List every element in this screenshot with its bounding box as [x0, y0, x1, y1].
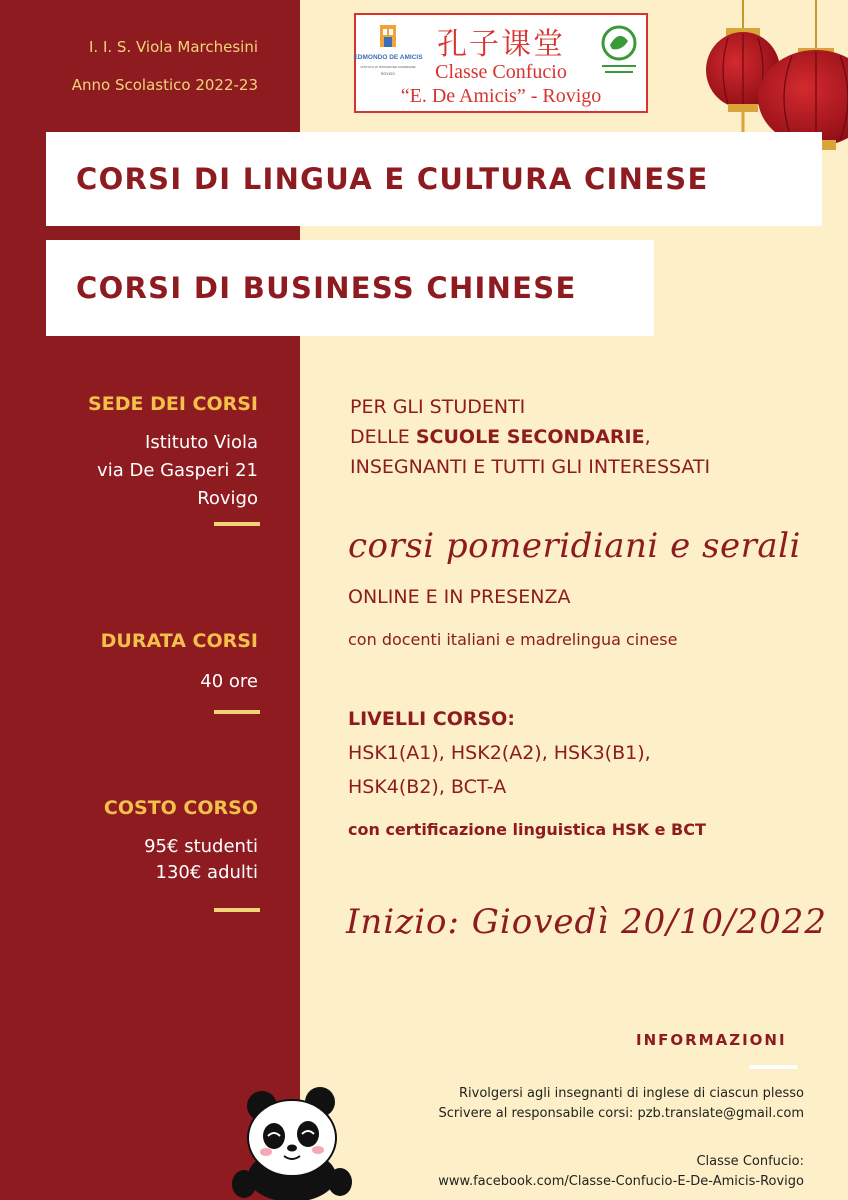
cost-divider: [214, 908, 260, 912]
target-audience: [350, 392, 710, 482]
cost-adults: 130€ adulti: [155, 862, 258, 883]
venue-divider: [214, 522, 260, 526]
confucius-institute-emblem-icon: [598, 23, 640, 83]
venue-heading: SEDE DEI CORSI: [88, 393, 258, 415]
venue-line-2: via De Gasperi 21: [97, 460, 258, 481]
audience-line-2: [350, 422, 710, 452]
certification-note: con certificazione linguistica HSK e BCT: [348, 820, 706, 839]
audience-line-1: PER GLI STUDENTI: [350, 396, 526, 418]
info-heading: INFORMAZIONI: [636, 1031, 787, 1049]
cost-students: 95€ studenti: [144, 836, 258, 857]
panda-icon: [232, 1086, 352, 1200]
levels-line-2: HSK4(B2), BCT-A: [348, 776, 507, 798]
emblem-name: EDMONDO DE AMICIS: [353, 54, 423, 61]
levels-heading: LIVELLI CORSO:: [348, 708, 515, 730]
start-date: Inizio: Giovedì 20/10/2022: [346, 902, 827, 942]
info-line-teachers: Rivolgersi agli insegnanti di inglese di ciascun plesso: [459, 1086, 804, 1101]
info-divider: [749, 1065, 797, 1069]
cost-heading: COSTO CORSO: [103, 797, 258, 819]
emblem-subtitle: ISTITUTO DI ISTRUZIONE SUPERIORE: [360, 65, 416, 69]
info-line-facebook[interactable]: www.facebook.com/Classe-Confucio-E-De-Amicis-Rovigo: [438, 1174, 804, 1189]
classe-confucio-logo: [354, 13, 648, 113]
audience-secondary-schools: SCUOLE SECONDARIE: [415, 426, 645, 448]
emblem-city: ROVIGO: [380, 72, 396, 76]
banner-business-courses: CORSI DI BUSINESS CHINESE: [46, 240, 654, 336]
info-line-classe: Classe Confucio:: [696, 1154, 804, 1169]
teachers-note: con docenti italiani e madrelingua cinese: [348, 630, 678, 649]
logo-chinese-characters: 孔子课堂: [437, 27, 565, 62]
venue-line-1: Istituto Viola: [145, 432, 258, 453]
course-mode: ONLINE E IN PRESENZA: [348, 586, 571, 608]
duration-divider: [214, 710, 260, 714]
venue-line-3: Rovigo: [197, 488, 258, 509]
logo-name: Classe Confucio: [435, 61, 567, 83]
banner-language-courses: CORSI DI LINGUA E CULTURA CINESE: [46, 132, 822, 226]
levels-line-1: HSK1(A1), HSK2(A2), HSK3(B1),: [348, 742, 651, 764]
audience-line-2-suffix: ,: [644, 426, 651, 448]
info-line-email: Scrivere al responsabile corsi: pzb.translate@gmail.com: [438, 1106, 804, 1121]
duration-value: 40 ore: [200, 671, 258, 692]
course-schedule: corsi pomeridiani e serali: [348, 526, 801, 566]
audience-line-2-prefix: DELLE: [350, 426, 416, 448]
duration-heading: DURATA CORSI: [100, 630, 258, 652]
school-year: Anno Scolastico 2022-23: [71, 76, 258, 94]
logo-subtitle: “E. De Amicis” - Rovigo: [400, 85, 602, 107]
school-name: I. I. S. Viola Marchesini: [89, 38, 258, 56]
audience-line-3: INSEGNANTI E TUTTI GLI INTERESSATI: [350, 456, 711, 478]
